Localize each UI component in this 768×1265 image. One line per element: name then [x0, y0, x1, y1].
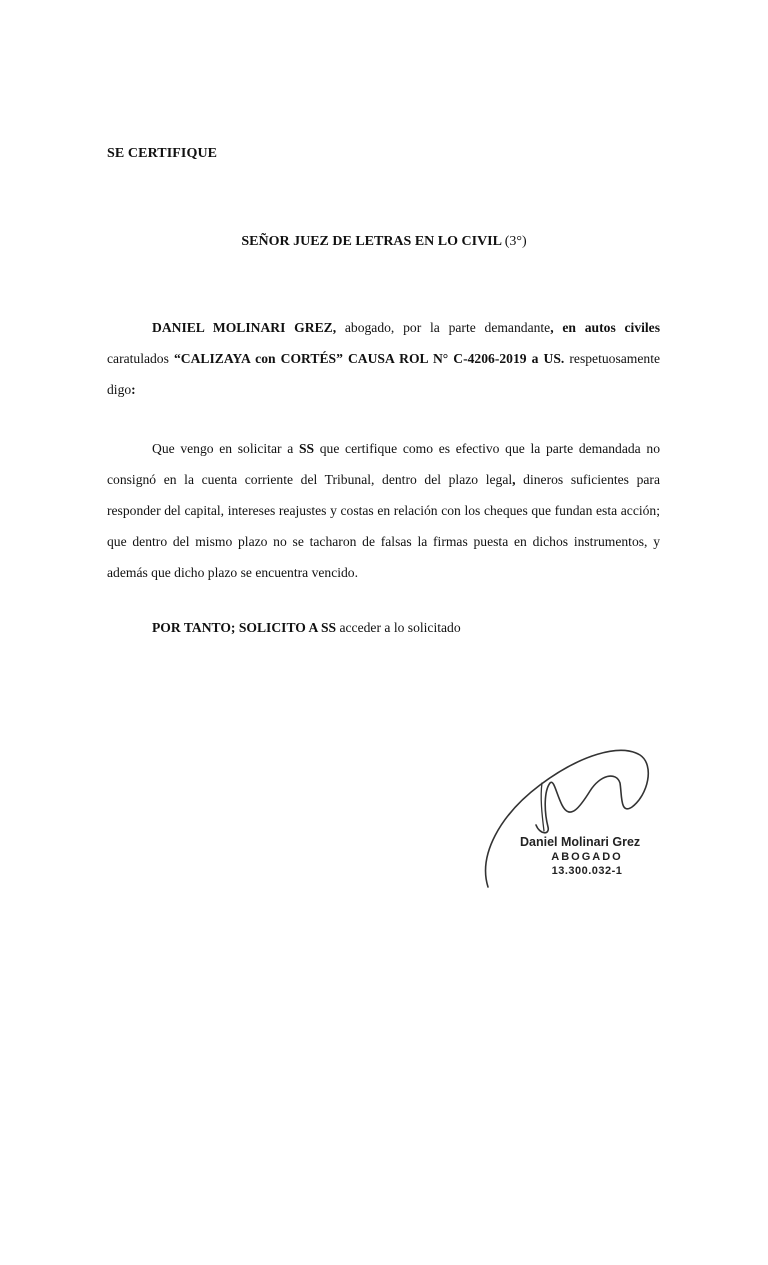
case-title: “CALIZAYA con CORTÉS” CAUSA ROL N° C-4206-2019 a US.	[174, 351, 565, 366]
court-number: (3°)	[504, 234, 527, 249]
request-text-c: dineros suficientes para responder del capital, intereses reajustes y costas en relación con los cheques que fundan esta acción; que dentro del mismo plazo no se tacharon de falsas la firmas puesta en dichos instrumentos, y además que dicho plazo se encuentra vencido.	[107, 472, 660, 580]
signature-title: ABOGADO	[551, 851, 623, 863]
intro-paragraph	[107, 312, 660, 405]
closing-bold: POR TANTO; SOLICITO A SS	[152, 620, 337, 635]
intro-text-e: :	[131, 382, 136, 397]
intro-text-b: , en autos civiles	[550, 320, 660, 335]
addressee-main: SEÑOR JUEZ DE LETRAS EN LO CIVIL	[241, 234, 502, 249]
lawyer-name: DANIEL MOLINARI GREZ,	[152, 320, 337, 335]
request-ss: SS	[298, 441, 315, 456]
addressee-heading	[0, 234, 768, 250]
intro-text-a: abogado, por la parte demandante	[336, 320, 551, 335]
intro-text-d: respetuosamente digo	[107, 351, 660, 397]
intro-text-c: caratulados	[107, 351, 174, 366]
request-comma: ,	[512, 472, 516, 487]
closing-paragraph	[107, 612, 660, 643]
signature-rut: 13.300.032-1	[551, 865, 623, 877]
request-paragraph	[107, 433, 660, 588]
request-text-b: que certifique como es efectivo que la parte demandada no consignó en la cuenta corriente del Tribunal, dentro del plazo legal	[107, 441, 660, 487]
sumilla-heading: SE CERTIFIQUE	[107, 146, 218, 161]
signature-name: Daniel Molinari Grez	[520, 835, 641, 849]
request-text-a: Que vengo en solicitar a	[152, 441, 299, 456]
closing-text: acceder a lo solicitado	[336, 620, 461, 635]
